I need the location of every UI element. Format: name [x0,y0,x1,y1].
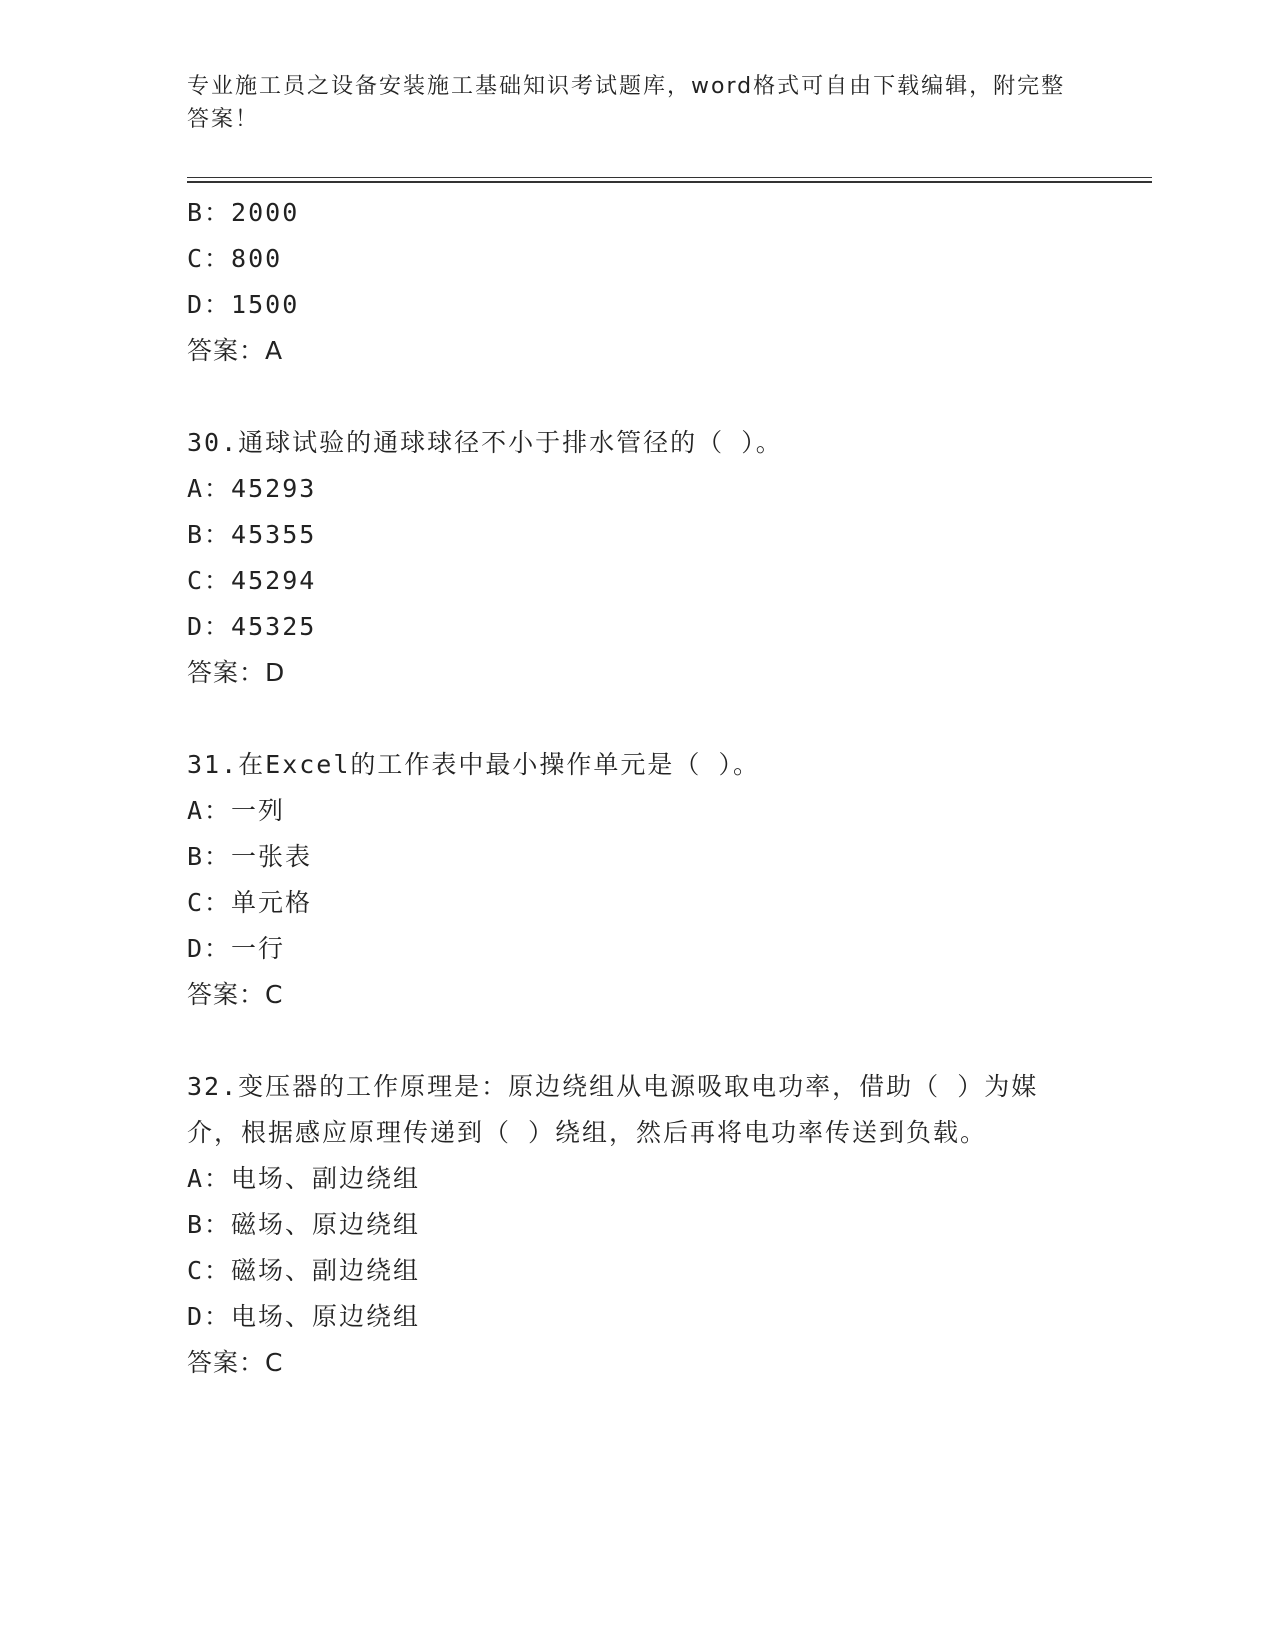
option-c: C：45294 [187,566,317,595]
previous-question-tail [187,190,1077,374]
question-32 [187,1064,1077,1386]
question-30 [187,420,1077,696]
answer-line: 答案：C [187,980,284,1009]
spacer [187,1018,1077,1064]
option-c: C：单元格 [187,888,313,917]
page-header: 专业施工员之设备安装施工基础知识考试题库，word格式可自由下载编辑，附完整答案！ [187,74,1066,132]
option-d: D：1500 [187,290,300,319]
header-divider-thick [187,181,1152,183]
option-c: C：800 [187,244,283,273]
answer-line: 答案：D [187,658,286,687]
option-b: B：一张表 [187,842,313,871]
option-d: D：电场、原边绕组 [187,1302,421,1331]
answer-line: 答案：A [187,336,284,365]
option-a: A：电场、副边绕组 [187,1164,421,1193]
spacer [187,374,1077,420]
option-c: C：磁场、副边绕组 [187,1256,421,1285]
option-a: A：一列 [187,796,286,825]
option-b: B：磁场、原边绕组 [187,1210,421,1239]
header-divider-thin [187,177,1152,178]
answer-line: 答案：C [187,1348,284,1377]
option-d: D：一行 [187,934,286,963]
question-text: 30.通球试验的通球球径不小于排水管径的（ ）。 [187,428,783,457]
option-d: D：45325 [187,612,317,641]
option-b: B：2000 [187,198,300,227]
question-31 [187,742,1077,1018]
question-text: 32.变压器的工作原理是：原边绕组从电源吸取电功率，借助（ ）为媒介，根据感应原理传递到（ ）绕组，然后再将电功率传送到负载。 [187,1072,1039,1147]
question-text: 31.在Excel的工作表中最小操作单元是（ ）。 [187,750,760,779]
option-b: B：45355 [187,520,317,549]
question-list [187,190,1077,1386]
spacer [187,696,1077,742]
option-a: A：45293 [187,474,317,503]
